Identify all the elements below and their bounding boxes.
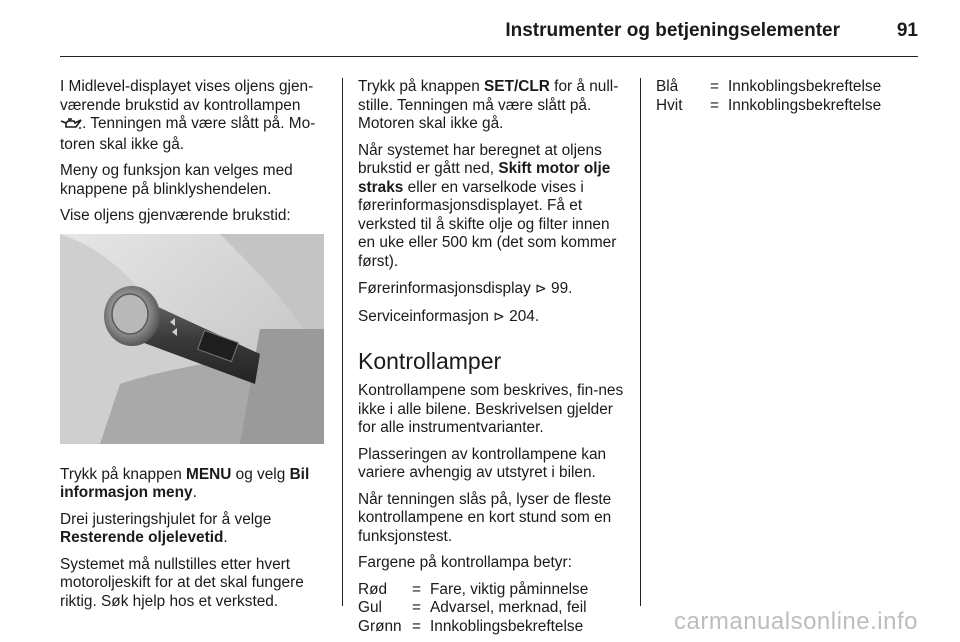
equals-sign: =: [412, 617, 421, 635]
oil-can-icon: [60, 117, 82, 136]
text: I Midlevel-displayet vises oljens gjen-værende brukstid av kontrollampen: [60, 78, 314, 114]
cross-reference[interactable]: [358, 307, 626, 327]
page-header: [0, 0, 960, 58]
paragraph: Plasseringen av kontrollampene kan variere avhengig av utstyret i bilen.: [358, 445, 607, 481]
text: Førerinformasjonsdisplay: [358, 280, 536, 297]
column-divider: [640, 78, 641, 606]
paragraph: [358, 142, 626, 272]
color-name: Hvit: [656, 96, 683, 114]
menu-label: Resterende oljelevetid: [60, 529, 224, 546]
paragraph: [60, 78, 324, 154]
text: .: [223, 529, 228, 546]
paragraph: Vise oljens gjenværende brukstid:: [60, 207, 291, 224]
column-2: [358, 78, 626, 636]
color-legend-table: [358, 581, 588, 637]
message-label: Skift motor olje straks: [358, 160, 611, 196]
page-ref: 204.: [504, 307, 540, 325]
text: . Tenningen må være slått på. Mo-toren skal ikke gå.: [60, 115, 316, 153]
cross-reference[interactable]: [358, 279, 626, 299]
text: eller en varselkode vises i førerinformasjonsdisplayet. Få et verksted til å skifte olje og filter innen en uke eller 500 km (det som kommer først).: [358, 178, 617, 270]
color-meaning: Innkoblingsbekreftelse: [728, 78, 882, 95]
color-row: [358, 618, 588, 637]
running-header-title: Instrumenter og betjeningselementer: [505, 20, 840, 41]
menu-label: Bil informasjon meny: [60, 465, 310, 501]
section-heading: Kontrollamper: [358, 348, 502, 374]
page-number: 91: [896, 20, 918, 41]
color-legend-table: [656, 78, 881, 115]
menu-label: MENU: [186, 465, 232, 483]
text: Når systemet har beregnet at oljens brukstid er gått ned,: [358, 141, 602, 177]
text: og velg: [231, 465, 290, 483]
watermark: carmanualsonline.info: [674, 608, 918, 635]
text: Drei justeringshjulet for å velge: [60, 510, 272, 528]
color-row: [358, 581, 588, 600]
turn-signal-stalk-photo: [60, 234, 324, 444]
color-name: Blå: [656, 78, 679, 95]
paragraph: Meny og funksjon kan velges med knappene på blinklyshendelen.: [60, 162, 293, 198]
reference-arrow-icon: ⊳: [535, 280, 547, 296]
color-meaning: Advarsel, merknad, feil: [430, 599, 587, 616]
text: Serviceinformasjon: [358, 307, 494, 325]
color-name: Rød: [358, 580, 388, 598]
color-meaning: Fare, viktig påminnelse: [430, 580, 589, 598]
column-3: [656, 78, 918, 115]
paragraph: [60, 511, 324, 548]
text: for å null-stille. Tenningen må være slått på. Motoren skal ikke gå.: [358, 78, 619, 132]
paragraph: [60, 466, 324, 503]
equals-sign: =: [710, 78, 719, 95]
color-name: Grønn: [358, 617, 402, 635]
text: .: [192, 484, 197, 501]
color-row: [656, 97, 881, 116]
paragraph: Når tenningen slås på, lyser de fleste kontrollampene en kort stund som en funksjonstest.: [358, 490, 612, 545]
color-meaning: Innkoblingsbekreftelse: [430, 617, 584, 635]
color-meaning: Innkoblingsbekreftelse: [728, 96, 882, 114]
paragraph: Kontrollampene som beskrives, fin-nes ikke i alle bilene. Beskrivelsen gjelder for alle instrumentvarianter.: [358, 382, 624, 436]
equals-sign: =: [412, 599, 421, 616]
reference-arrow-icon: ⊳: [493, 307, 505, 324]
text: Trykk på knappen: [60, 465, 187, 483]
equals-sign: =: [710, 96, 719, 114]
paragraph: Systemet må nullstilles etter hvert motoroljeskift for at det skal fungere riktig. Søk hjelp hos et verksted.: [60, 555, 304, 610]
header-rule: [60, 56, 918, 57]
equals-sign: =: [412, 580, 421, 598]
color-row: [358, 599, 588, 618]
column-divider: [342, 78, 343, 606]
page-ref: 99.: [546, 280, 573, 297]
button-label: SET/CLR: [484, 78, 550, 95]
paragraph: Fargene på kontrollampa betyr:: [358, 554, 572, 571]
paragraph: [358, 78, 626, 134]
text: Trykk på knappen: [358, 78, 485, 95]
color-name: Gul: [358, 599, 382, 616]
color-row: [656, 78, 881, 97]
column-1: [60, 78, 324, 619]
